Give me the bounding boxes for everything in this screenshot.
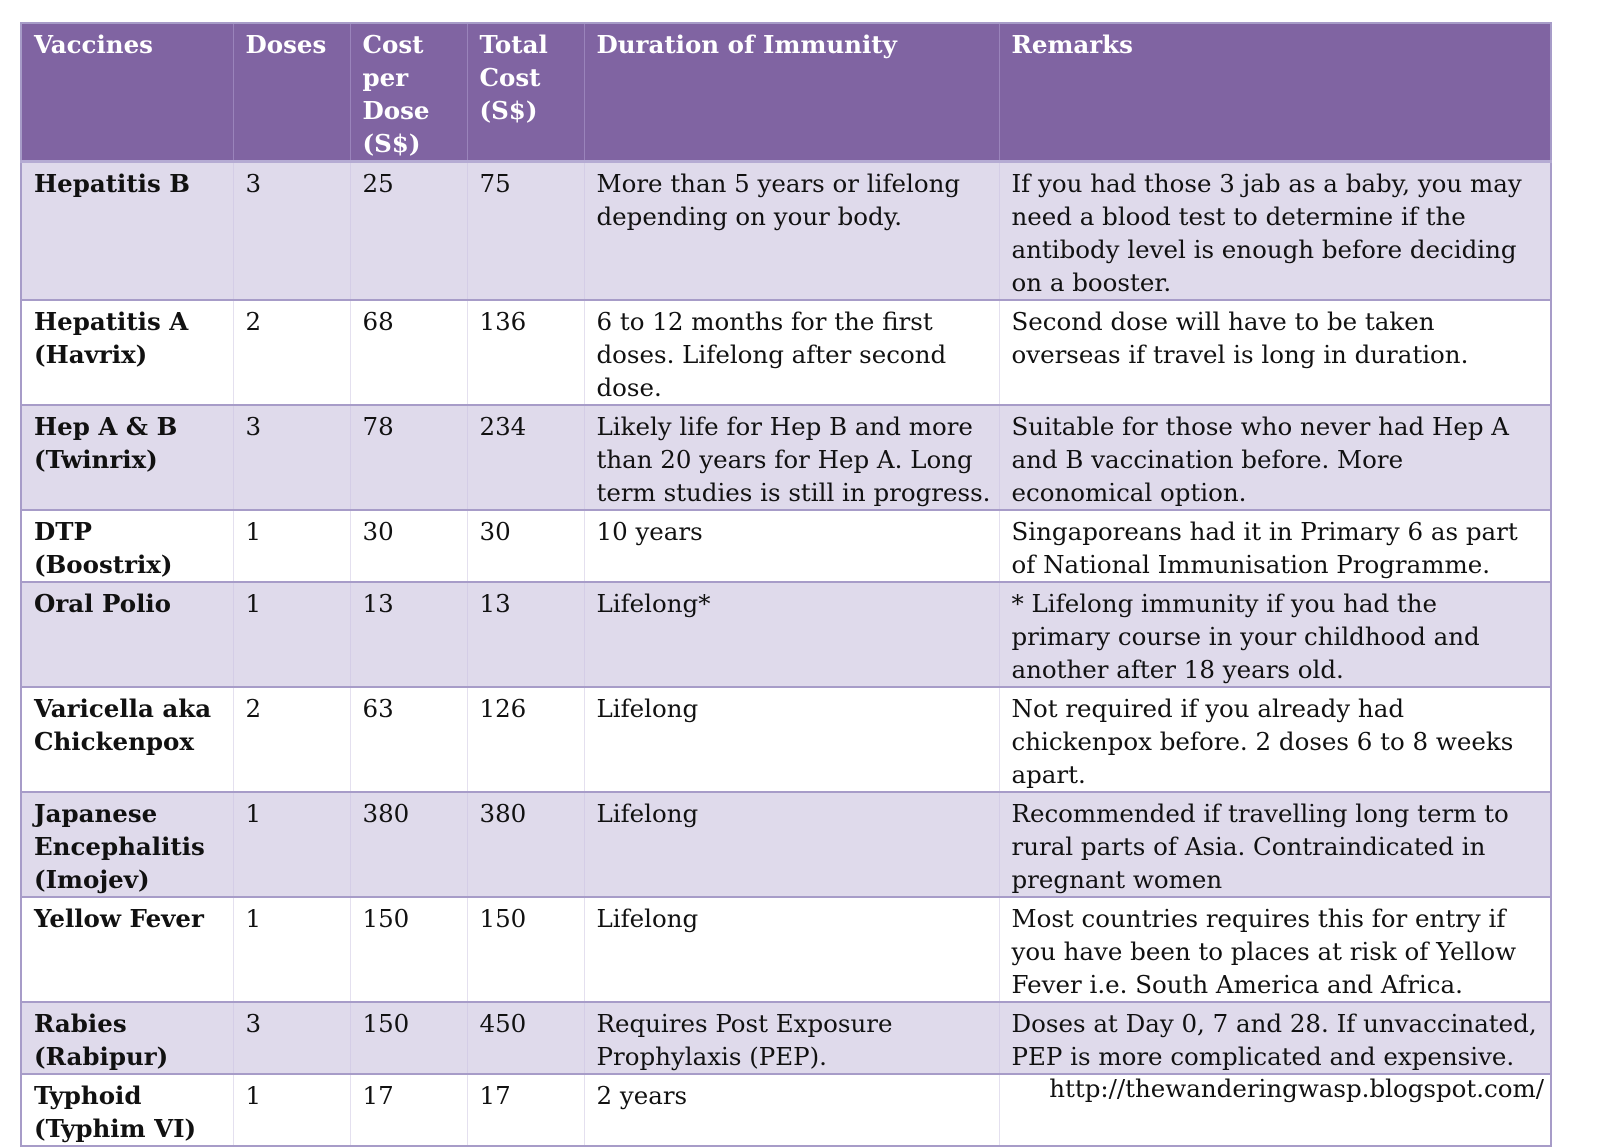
cell-vaccine: Hepatitis B [21,162,233,301]
cell-vaccine: Oral Polio [21,582,233,687]
cell-vaccine: Hepatitis A (Havrix) [21,300,233,405]
cell-remarks: If you had those 3 jab as a baby, you may need a blood test to determine if the antibody level is enough before deciding on a booster. [999,162,1551,301]
cell-total-cost: 17 [467,1074,584,1146]
table-row [21,687,1551,792]
table-row [21,162,1551,301]
header-doses: Doses [233,23,350,162]
cell-doses: 1 [233,510,350,582]
cell-total-cost: 234 [467,405,584,510]
header-duration: Duration of Immunity [584,23,999,162]
cell-remarks: Not required if you already had chickenpox before. 2 doses 6 to 8 weeks apart. [999,687,1551,792]
cell-cost-per-dose: 25 [350,162,467,301]
cell-cost-per-dose: 68 [350,300,467,405]
table-row [21,300,1551,405]
cell-cost-per-dose: 13 [350,582,467,687]
cell-vaccine: Hep A & B (Twinrix) [21,405,233,510]
cell-doses: 1 [233,897,350,1002]
table-row [21,582,1551,687]
cell-remarks: * Lifelong immunity if you had the primary course in your childhood and another after 18 years old. [999,582,1551,687]
table-header [21,23,1551,162]
cell-total-cost: 450 [467,1002,584,1074]
cell-doses: 1 [233,582,350,687]
cell-duration: 10 years [584,510,999,582]
header-total-cost: Total Cost (S$) [467,23,584,162]
source-url: http://thewanderingwasp.blogspot.com/ [1049,1074,1544,1103]
cell-duration: Likely life for Hep B and more than 20 years for Hep A. Long term studies is still in progress. [584,405,999,510]
cell-doses: 1 [233,792,350,897]
cell-cost-per-dose: 30 [350,510,467,582]
cell-remarks: Second dose will have to be taken overseas if travel is long in duration. [999,300,1551,405]
header-remarks: Remarks [999,23,1551,162]
cell-cost-per-dose: 150 [350,897,467,1002]
table-body [21,162,1551,1147]
cell-vaccine: Japanese Encephalitis (Imojev) [21,792,233,897]
cell-doses: 3 [233,405,350,510]
table-row [21,510,1551,582]
cell-cost-per-dose: 380 [350,792,467,897]
cell-doses: 2 [233,687,350,792]
cell-doses: 3 [233,1002,350,1074]
table-row [21,792,1551,897]
cell-duration: 6 to 12 months for the first doses. Lifelong after second dose. [584,300,999,405]
cell-cost-per-dose: 17 [350,1074,467,1146]
cell-vaccine: Yellow Fever [21,897,233,1002]
cell-doses: 1 [233,1074,350,1146]
cell-duration: Lifelong [584,897,999,1002]
cell-vaccine: Typhoid (Typhim VI) [21,1074,233,1146]
cell-total-cost: 30 [467,510,584,582]
cell-cost-per-dose: 63 [350,687,467,792]
cell-total-cost: 75 [467,162,584,301]
cell-vaccine: DTP (Boostrix) [21,510,233,582]
cell-cost-per-dose: 150 [350,1002,467,1074]
cell-total-cost: 150 [467,897,584,1002]
vaccine-table-container [20,22,1550,1147]
header-row [21,23,1551,162]
cell-remarks: Doses at Day 0, 7 and 28. If unvaccinated, PEP is more complicated and expensive. [999,1002,1551,1074]
cell-cost-per-dose: 78 [350,405,467,510]
table-row [21,405,1551,510]
table-row [21,1002,1551,1074]
header-cost-per-dose: Cost per Dose (S$) [350,23,467,162]
cell-vaccine: Varicella aka Chickenpox [21,687,233,792]
cell-total-cost: 13 [467,582,584,687]
cell-duration: Requires Post Exposure Prophylaxis (PEP). [584,1002,999,1074]
cell-remarks: Suitable for those who never had Hep A and B vaccination before. More economical option. [999,405,1551,510]
cell-duration: Lifelong [584,792,999,897]
cell-total-cost: 136 [467,300,584,405]
cell-duration: Lifelong* [584,582,999,687]
cell-doses: 3 [233,162,350,301]
cell-total-cost: 126 [467,687,584,792]
cell-total-cost: 380 [467,792,584,897]
cell-duration: More than 5 years or lifelong depending on your body. [584,162,999,301]
cell-duration: Lifelong [584,687,999,792]
cell-remarks: Singaporeans had it in Primary 6 as part of National Immunisation Programme. [999,510,1551,582]
cell-doses: 2 [233,300,350,405]
vaccine-table [20,22,1552,1147]
cell-duration: 2 years [584,1074,999,1146]
header-vaccines: Vaccines [21,23,233,162]
cell-remarks: Recommended if travelling long term to rural parts of Asia. Contraindicated in pregnant women [999,792,1551,897]
cell-vaccine: Rabies (Rabipur) [21,1002,233,1074]
table-row [21,897,1551,1002]
cell-remarks: Most countries requires this for entry if you have been to places at risk of Yellow Fever i.e. South America and Africa. [999,897,1551,1002]
